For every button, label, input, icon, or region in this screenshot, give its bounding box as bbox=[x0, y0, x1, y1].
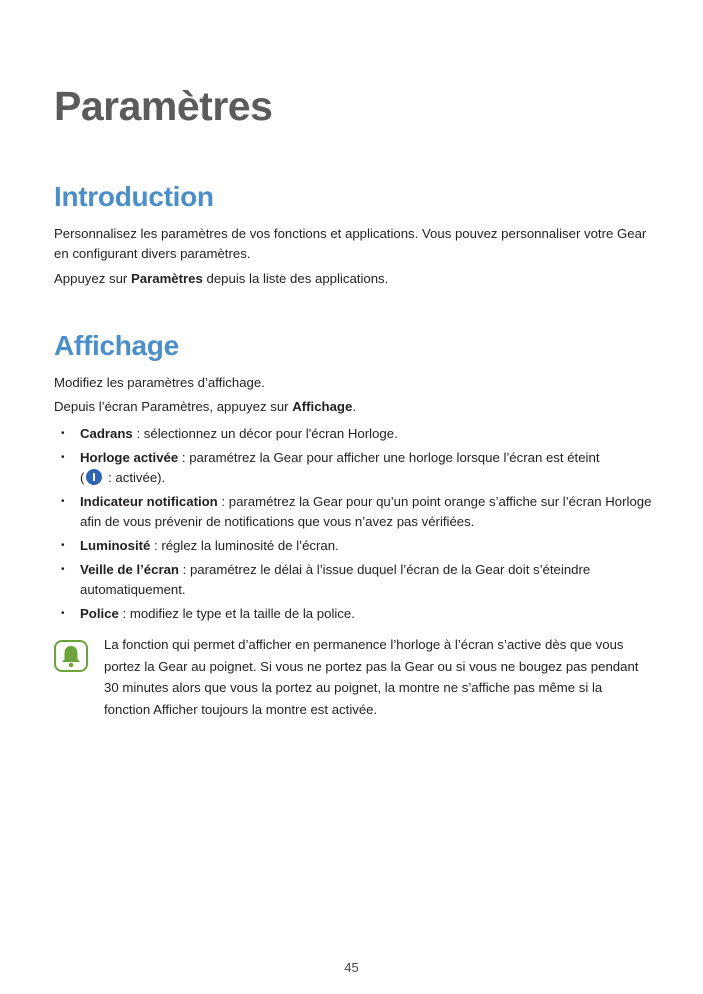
instruction-suffix: depuis la liste des applications. bbox=[202, 271, 389, 286]
note-text: La fonction qui permet d’afficher en permanence l’horloge à l’écran s’active dès que vous portez la Gear au poignet. Si vous ne portez pas la Gear ou si vous ne bougez pas pendant 30 minutes alors que vous la portez au poignet, la montre ne s’affiche pas même si la fonction Afficher toujours la montre est activée. bbox=[104, 637, 639, 717]
instruction-suffix: . bbox=[352, 399, 356, 414]
affichage-options-list bbox=[54, 424, 654, 628]
section-heading-affichage: Affichage bbox=[54, 330, 179, 361]
toggle-on-icon bbox=[86, 469, 102, 485]
item-term: Luminosité bbox=[80, 538, 151, 553]
instruction-bold: Paramètres bbox=[130, 271, 203, 286]
item-text: : paramétrez la Gear pour qu’un point orange s’affiche sur l’écran Horloge afin de vous prévenir de notifications que vous n’avez pas vérifiées. bbox=[80, 494, 652, 529]
bell-icon bbox=[54, 640, 88, 672]
introduction-paragraph: Personnalisez les paramètres de vos fonctions et applications. Vous pouvez personnaliser votre Gear en configurant divers paramètres. bbox=[54, 226, 647, 261]
item-term: Cadrans bbox=[80, 426, 133, 441]
instruction-prefix: Appuyez sur bbox=[54, 271, 131, 286]
bullet-icon: • bbox=[61, 428, 65, 439]
list-item-police bbox=[54, 604, 654, 624]
section-heading-introduction: Introduction bbox=[54, 181, 214, 212]
list-item-cadrans bbox=[54, 424, 654, 444]
item-text: : paramétrez le délai à l’issue duquel l’écran de la Gear doit s’éteindre automatiquement. bbox=[80, 562, 591, 597]
icon-prefix: ( bbox=[80, 470, 85, 485]
introduction-instruction bbox=[54, 269, 654, 289]
page-title: Paramètres bbox=[54, 83, 273, 129]
item-term: Horloge activée bbox=[80, 450, 179, 465]
list-item-indicateur-notification bbox=[54, 492, 654, 532]
item-text: : sélectionnez un décor pour l'écran Horloge. bbox=[132, 426, 398, 441]
affichage-instruction bbox=[54, 397, 654, 417]
bullet-icon: • bbox=[61, 452, 65, 463]
item-text: : paramétrez la Gear pour afficher une horloge lorsque l’écran est éteint bbox=[178, 450, 600, 465]
affichage-paragraph: Modifiez les paramètres d’affichage. bbox=[54, 375, 265, 390]
instruction-bold: Affichage bbox=[292, 399, 353, 414]
icon-suffix: : activée). bbox=[104, 470, 166, 485]
list-item-veille-ecran bbox=[54, 560, 654, 600]
item-term: Veille de l’écran bbox=[80, 562, 179, 577]
bullet-icon: • bbox=[61, 608, 65, 619]
page-number: 45 bbox=[344, 960, 359, 975]
item-term: Indicateur notification bbox=[80, 494, 218, 509]
bullet-icon: • bbox=[61, 540, 65, 551]
list-item-luminosite bbox=[54, 536, 654, 556]
list-item-horloge-activee bbox=[54, 448, 654, 488]
item-term: Police bbox=[80, 606, 119, 621]
item-text: : modifiez le type et la taille de la police. bbox=[118, 606, 355, 621]
item-text: : réglez la luminosité de l’écran. bbox=[150, 538, 339, 553]
bullet-icon: • bbox=[61, 564, 65, 575]
instruction-prefix: Depuis l’écran Paramètres, appuyez sur bbox=[54, 399, 293, 414]
bullet-icon: • bbox=[61, 496, 65, 507]
